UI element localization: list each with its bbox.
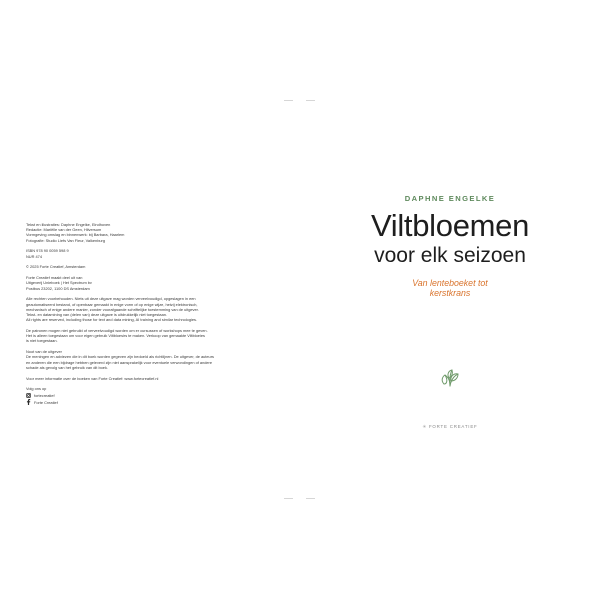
- credit-line: Redactie: Mariëlle van der Geen, Hilversum: [26, 227, 102, 233]
- patterns-line: Het is alleen toegestaan om voor eigen gebruik Viltbloesirs te maken. Verkoop van gemaakte Viltbloeies: [26, 333, 205, 339]
- copyright: © 2025 Forte Creatief, Amsterdam: [26, 264, 86, 270]
- facebook-label: Forte Creatief: [34, 399, 58, 405]
- more-info-block: [26, 376, 262, 381]
- imprint-line: Postbus 23202, 1100 DS Amsterdam: [26, 285, 90, 291]
- isbn-block: [26, 248, 262, 258]
- note-title: Noot van de uitgever: [26, 349, 62, 355]
- publisher-logo: [300, 424, 600, 430]
- rights-line: Tekst- en datamining van (delen van) deze uitgave is uitdrukkelijk niet toegestaan.: [26, 312, 168, 318]
- credit-line: Tekst en illustraties: Daphne Engelke, Eindhoven: [26, 222, 111, 227]
- rights-line: Alle rechten voorbehouden. Niets uit deze uitgave mag worden verveelvoudigd, opgeslagen in een: [26, 296, 196, 302]
- crop-mark: [284, 498, 293, 499]
- follow-block: [26, 386, 262, 391]
- instagram-icon: [26, 393, 31, 398]
- credit-line: Fotografie: Studio Liefs Van Fleur, Valkenburg: [26, 237, 106, 243]
- book-subtitle: [300, 278, 600, 298]
- sparkle-icon: ✳: [422, 424, 427, 429]
- subtitle-line: Van lenteboeket tot: [412, 278, 488, 288]
- nur: NUR 474: [26, 253, 43, 259]
- publisher-name: FORTE CREATIEF: [428, 424, 478, 429]
- imprint-line: Uitgeverij Unieboek | Het Spectrum bv: [26, 280, 92, 286]
- note-line: De meningen en adviezen die in dit boek worden gegeven zijn bedoeld als richtlijnen. De uitgever, de auteurs: [26, 354, 214, 360]
- facebook-icon: [26, 400, 31, 405]
- title-page: [300, 0, 600, 600]
- patterns-line: is niet toegestaan.: [26, 338, 58, 344]
- imprint-block: [26, 275, 262, 291]
- leaves-icon: [438, 365, 462, 389]
- rights-line: All rights are reserved, including those for text and data mining, AI training and similar technologies.: [26, 317, 198, 323]
- isbn: ISBN 978 90 0059 598 9: [26, 248, 69, 254]
- rights-line: mechanisch of enige andere manier, zonder voorafgaande schriftelijke toestemming van de uitgever.: [26, 306, 199, 312]
- patterns-block: [26, 328, 262, 344]
- imprint-line: Forte Creatief maakt deel uit van: [26, 275, 83, 281]
- note-block: [26, 349, 262, 370]
- book-title: Viltbloemen: [370, 208, 530, 243]
- book-title-line2: voor elk seizoen: [374, 244, 526, 267]
- social-facebook[interactable]: [26, 399, 262, 406]
- rights-line: geautomatiseerd bestand, of openbaar gemaakt in enige vorm of op enige wijze, hetzij elektronisch,: [26, 301, 198, 307]
- colophon: [26, 222, 262, 406]
- note-line: schade als gevolg van het gebruik van dit boek.: [26, 364, 108, 370]
- rights-block: [26, 296, 262, 322]
- author-name: DAPHNE ENGELKE: [404, 194, 496, 203]
- follow-label: Volg ons op: [26, 386, 47, 392]
- credits-block: [26, 222, 262, 243]
- copyright-block: [26, 264, 262, 269]
- patterns-line: De patronen mogen niet gebruikt of verveelvoudigd worden om er cursussen of workshops mee te geven.: [26, 328, 208, 334]
- note-line: en anderen die een bijdrage hebben geleverd zijn niet aansprakelijk voor eventuele verwondingen of andere: [26, 359, 213, 365]
- crop-mark: [284, 100, 293, 101]
- subtitle-line: kerstkrans: [429, 288, 471, 298]
- credit-line: Vormgeving omslag en binnenwerk: bij Barbara, Haarlem: [26, 232, 125, 238]
- more-info: Voor meer informatie over de boeken van Forte Creatief: www.fortecreatief.nl: [26, 375, 159, 381]
- instagram-label: fortecreatief: [34, 393, 55, 399]
